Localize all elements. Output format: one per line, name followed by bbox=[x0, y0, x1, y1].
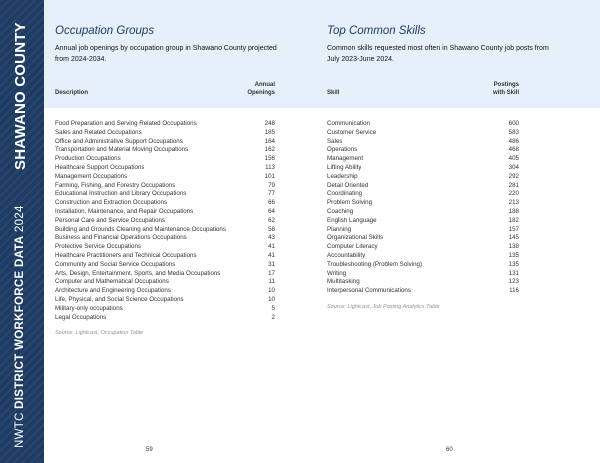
table-row bbox=[327, 182, 519, 191]
row-value: 43 bbox=[268, 234, 275, 242]
row-value: 2 bbox=[271, 313, 275, 321]
row-label: Building and Grounds Cleaning and Maintenance Occupations bbox=[55, 225, 226, 233]
row-label: Management bbox=[327, 155, 364, 163]
row-label: Arts, Design, Entertainment, Sports, and Media Occupations bbox=[55, 269, 221, 277]
row-label: Organizational Skills bbox=[327, 234, 384, 242]
row-label: Transportation and Material Moving Occupations bbox=[55, 146, 189, 154]
skills-table bbox=[327, 120, 519, 310]
row-label: Accountability bbox=[327, 251, 366, 259]
row-label: English Language bbox=[327, 216, 377, 224]
row-value: 213 bbox=[508, 199, 519, 207]
table-row bbox=[55, 199, 275, 208]
row-label: Community and Social Service Occupations bbox=[55, 260, 176, 268]
row-label: Construction and Extraction Occupations bbox=[55, 199, 168, 207]
row-value: 77 bbox=[268, 190, 275, 198]
row-value: 185 bbox=[264, 128, 275, 136]
row-label: Healthcare Support Occupations bbox=[55, 163, 145, 171]
table-row bbox=[327, 129, 519, 138]
table-row bbox=[55, 234, 275, 243]
row-label: Architecture and Engineering Occupations bbox=[55, 287, 171, 295]
source-note: Source: Lightcast, Occupation Table bbox=[55, 330, 144, 337]
row-value: 188 bbox=[508, 207, 519, 215]
table-row bbox=[327, 173, 519, 182]
table-row bbox=[327, 208, 519, 217]
row-label: Production Occupations bbox=[55, 155, 121, 163]
column-header-line: Annual bbox=[254, 82, 275, 88]
table-row bbox=[327, 252, 519, 261]
row-label: Farming, Fishing, and Forestry Occupations bbox=[55, 181, 176, 189]
row-label: Healthcare Practitioners and Technical Occupations bbox=[55, 251, 197, 259]
row-label: Military-only occupations bbox=[55, 304, 123, 312]
column-header-line: with Skill bbox=[492, 90, 519, 96]
table-row bbox=[327, 190, 519, 199]
row-value: 583 bbox=[508, 128, 519, 136]
row-value: 11 bbox=[268, 278, 275, 286]
column-header-description: Description bbox=[55, 90, 89, 96]
row-value: 405 bbox=[508, 155, 519, 163]
page-number-right: 60 bbox=[446, 447, 453, 453]
row-label: Computer and Mathematical Occupations bbox=[55, 278, 169, 286]
row-value: 58 bbox=[268, 225, 275, 233]
row-label: Leadership bbox=[327, 172, 358, 180]
row-label: Coordinating bbox=[327, 190, 363, 198]
table-row bbox=[327, 146, 519, 155]
district-prefix: NWTC bbox=[14, 408, 26, 448]
table-row bbox=[327, 155, 519, 164]
table-row bbox=[327, 217, 519, 226]
table-row bbox=[327, 287, 519, 296]
table-row bbox=[55, 182, 275, 191]
row-label: Computer Literacy bbox=[327, 243, 378, 251]
column-header-line: Postings bbox=[493, 82, 519, 88]
table-row bbox=[327, 261, 519, 270]
row-label: Life, Physical, and Social Science Occupations bbox=[55, 295, 184, 303]
row-value: 156 bbox=[264, 155, 275, 163]
row-value: 292 bbox=[508, 172, 519, 180]
row-label: Troubleshooting (Problem Solving) bbox=[327, 260, 423, 268]
column-header-openings bbox=[247, 81, 275, 97]
row-value: 157 bbox=[508, 225, 519, 233]
table-row bbox=[55, 287, 275, 296]
column-header-skill: Skill bbox=[327, 90, 340, 96]
row-value: 600 bbox=[508, 120, 519, 127]
row-label: Detail Oriented bbox=[327, 181, 369, 189]
district-bold: DISTRICT WORKFORCE DATA bbox=[14, 235, 26, 409]
table-row bbox=[55, 190, 275, 199]
county-label: SHAWANO COUNTY bbox=[12, 22, 29, 170]
row-label: Coaching bbox=[327, 207, 354, 215]
table-row bbox=[55, 252, 275, 261]
section-title: Occupation Groups bbox=[55, 25, 155, 37]
row-value: 101 bbox=[264, 172, 275, 180]
table-row bbox=[327, 199, 519, 208]
row-label: Educational Instruction and Library Occupations bbox=[55, 190, 187, 198]
table-row bbox=[55, 226, 275, 235]
row-value: 66 bbox=[268, 199, 275, 207]
row-value: 41 bbox=[268, 243, 275, 251]
column-header-postings bbox=[493, 81, 519, 97]
table-row bbox=[55, 296, 275, 305]
section-description: Annual job openings by occupation group in Shawano County projected from 2024-2034. bbox=[55, 45, 277, 63]
row-value: 138 bbox=[508, 243, 519, 251]
row-label: Food Preparation and Serving Related Occupations bbox=[55, 120, 197, 127]
row-value: 41 bbox=[268, 251, 275, 259]
page-number-left: 59 bbox=[146, 447, 153, 453]
row-value: 145 bbox=[508, 234, 519, 242]
row-label: Interpersonal Communications bbox=[327, 287, 411, 295]
row-label: Communication bbox=[327, 120, 370, 127]
row-value: 220 bbox=[508, 190, 519, 198]
row-label: Writing bbox=[327, 269, 347, 277]
row-value: 79 bbox=[268, 181, 275, 189]
row-label: Sales and Related Occupations bbox=[55, 128, 142, 136]
table-row bbox=[55, 243, 275, 252]
table-row bbox=[327, 120, 519, 129]
row-label: Operations bbox=[327, 146, 358, 154]
table-row bbox=[55, 217, 275, 226]
table-row bbox=[55, 129, 275, 138]
occupation-table bbox=[55, 120, 275, 336]
row-label: Multitasking bbox=[327, 278, 360, 286]
table-row bbox=[327, 234, 519, 243]
row-value: 10 bbox=[268, 295, 275, 303]
row-value: 281 bbox=[508, 181, 519, 189]
row-value: 10 bbox=[268, 287, 275, 295]
row-label: Protective Service Occupations bbox=[55, 243, 141, 251]
source-note: Source: Lightcast, Job Posting Analytics Table bbox=[327, 303, 440, 310]
table-row bbox=[327, 243, 519, 252]
table-row bbox=[55, 278, 275, 287]
row-label: Planning bbox=[327, 225, 352, 233]
table-row bbox=[55, 305, 275, 314]
row-value: 486 bbox=[508, 137, 519, 145]
table-row bbox=[327, 138, 519, 147]
row-value: 131 bbox=[508, 269, 519, 277]
table-row bbox=[55, 261, 275, 270]
sidebar bbox=[0, 0, 44, 463]
table-row bbox=[55, 155, 275, 164]
row-label: Installation, Maintenance, and Repair Occupations bbox=[55, 207, 194, 215]
row-label: Lifting Ability bbox=[327, 163, 362, 171]
table-row bbox=[55, 120, 275, 129]
row-value: 164 bbox=[264, 137, 275, 145]
row-value: 64 bbox=[268, 207, 275, 215]
district-label bbox=[14, 205, 26, 448]
table-row bbox=[55, 173, 275, 182]
row-value: 123 bbox=[508, 278, 519, 286]
row-label: Business and Financial Operations Occupations bbox=[55, 234, 187, 242]
section-title: Top Common Skills bbox=[327, 25, 426, 37]
row-label: Management Occupations bbox=[55, 172, 128, 180]
row-value: 113 bbox=[265, 163, 275, 171]
row-value: 182 bbox=[508, 216, 519, 224]
row-value: 248 bbox=[264, 120, 275, 127]
row-value: 304 bbox=[508, 163, 519, 171]
row-label: Customer Service bbox=[327, 128, 377, 136]
row-value: 31 bbox=[268, 260, 275, 268]
row-label: Personal Care and Service Occupations bbox=[55, 216, 166, 224]
table-row bbox=[55, 146, 275, 155]
row-value: 5 bbox=[271, 304, 275, 312]
row-value: 468 bbox=[508, 146, 519, 154]
table-row bbox=[327, 164, 519, 173]
table-row bbox=[55, 138, 275, 147]
row-value: 162 bbox=[264, 146, 275, 154]
row-value: 17 bbox=[268, 269, 275, 277]
row-value: 135 bbox=[508, 251, 519, 259]
table-row bbox=[327, 278, 519, 287]
table-row bbox=[55, 164, 275, 173]
table-row bbox=[327, 270, 519, 279]
table-row bbox=[55, 270, 275, 279]
row-value: 62 bbox=[268, 216, 275, 224]
row-value: 116 bbox=[509, 287, 519, 295]
district-year: 2024 bbox=[14, 205, 26, 236]
section-description: Common skills requested most often in Shawano County job posts from July 2023-June 2024. bbox=[327, 45, 549, 63]
row-label: Problem Solving bbox=[327, 199, 373, 207]
row-value: 135 bbox=[508, 260, 519, 268]
row-label: Office and Administrative Support Occupations bbox=[55, 137, 183, 145]
row-label: Sales bbox=[327, 137, 343, 145]
table-row bbox=[55, 314, 275, 323]
table-row bbox=[55, 208, 275, 217]
row-label: Legal Occupations bbox=[55, 313, 107, 321]
column-header-line: Openings bbox=[247, 90, 275, 96]
table-row bbox=[327, 226, 519, 235]
